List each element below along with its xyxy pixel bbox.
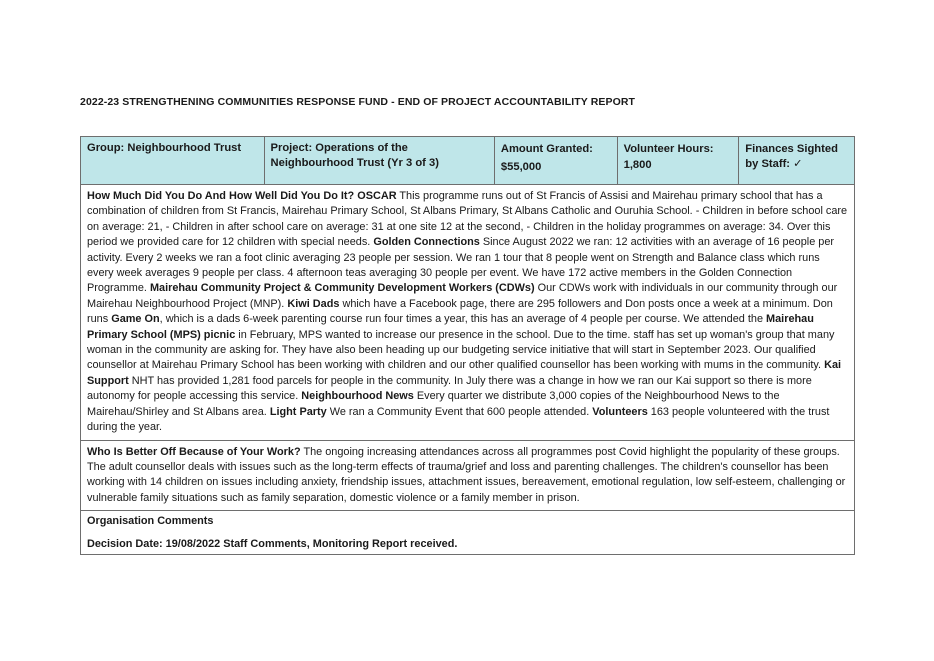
group-cell [81, 137, 265, 184]
check-icon: ✓ [793, 158, 803, 170]
golden-connections-text: Since August 2022 we ran: 12 activities with an average of 16 people per activity. Every 2 weeks we ran a foot clinic averaging 23 people per session. We ran 1 tour that 8 people went on Strength and Balance class which runs every week averages 9 people per class. 4 afternoon teas averaging 30 people per event. We have 172 active members in the Golden Connection Programme. [87, 236, 835, 295]
kai-support-title: Kai Support [87, 359, 842, 387]
volunteer-hours-label: Volunteer Hours: [623, 143, 714, 155]
light-party-text: We ran a Community Event that 600 people attended. [326, 405, 593, 418]
kiwi-dads-title: Kiwi Dads [287, 297, 340, 310]
amount-label: Amount Granted: [500, 143, 593, 155]
game-on-text: , which is a dads 6-week parenting course run four times a year, this has an average of 4 people per course. We attended the [159, 313, 767, 326]
better-off-text: The ongoing increasing attendances across all programmes post Covid highlight the popularity of these groups. The adult counsellor deals with issues such as the long-term effects of trauma/grief and loss and parenting challenges. The children's counsellor has been working with 14 children on issues including anxiety, friendship issues, attachment issues, bereavement, emotional regulation, low self-esteem, challenging or vulnerable family situations such as family separation, domestic violence or a family member in prison. [87, 445, 846, 504]
cdw-text: Our CDWs work with individuals in our community through our Mairehau Neighbourhood Project (MNP). [87, 282, 838, 310]
summary-header-row [81, 137, 854, 185]
organisation-comments-heading: Organisation Comments [87, 515, 214, 528]
organisation-comments-section [81, 511, 854, 554]
kai-support-text: NHT has provided 1,281 food parcels for people in the community. In July there was a change in how we ran our Kai support so there is more autonomy for people accessing this service. [87, 374, 812, 403]
mps-picnic-title: Mairehau Primary School (MPS) picnic [87, 313, 814, 341]
volunteers-text: 163 people volunteered with the trust during the year. [87, 405, 830, 434]
how-much-heading: How Much Did You Do And How Well Did You Do It? [87, 190, 355, 202]
finances-label: Finances Sighted by Staff: [745, 143, 838, 170]
accountability-report-table [80, 136, 855, 555]
neighbourhood-news-text: Every quarter we distribute 3,000 copies of the Neighbourhood News to the Mairehau/Shirley and St Albans area. [87, 390, 780, 418]
light-party-title: Light Party [269, 405, 327, 418]
volunteer-hours-value: 1,800 [623, 159, 652, 171]
decision-date: Decision Date: 19/08/2022 Staff Comments, Monitoring Report received. [87, 537, 458, 550]
finances-cell [739, 137, 854, 184]
amount-value: $55,000 [500, 161, 542, 173]
game-on-title: Game On [111, 313, 160, 326]
project-cell [265, 137, 495, 184]
neighbourhood-news-title: Neighbourhood News [301, 390, 414, 403]
oscar-title: OSCAR [357, 190, 397, 202]
volunteer-hours-cell [618, 137, 740, 184]
report-title: 2022-23 STRENGTHENING COMMUNITIES RESPONSE FUND - END OF PROJECT ACCOUNTABILITY REPORT [80, 96, 636, 108]
group-label: Group: Neighbourhood Trust [87, 142, 242, 154]
volunteers-title: Volunteers [592, 405, 648, 418]
better-off-heading: Who Is Better Off Because of Your Work? [87, 445, 301, 458]
project-label: Project: Operations of the Neighbourhood Trust (Yr 3 of 3) [270, 142, 439, 169]
cdw-title: Mairehau Community Project & Community Development Workers (CDWs) [149, 282, 535, 295]
golden-connections-title: Golden Connections [373, 236, 480, 249]
oscar-text: This programme runs out of St Francis of Assisi and Mairehau primary school that has a combination of children from St Francis, Mairehau Primary School, St Albans Primary, St Albans Catholic and Ouruhia School. - Children in before school care on average: 21, - Children in after school care on average: 31 at one site 12 at the second, - Children in the holiday programmes on average: 34. Over this period we provided care for 12 children with special needs. [87, 190, 848, 249]
kiwi-dads-text: which have a Facebook page, there are 295 followers and Don posts once a week at a minimum. Don runs [87, 297, 833, 326]
amount-cell [495, 137, 618, 184]
how-much-section [81, 185, 854, 441]
mps-picnic-text: in February, MPS wanted to increase our presence in the school. Due to the time. staff has set up woman's group that many woman in the community are asking for. They have also been heading up our budgeting service initiative that will start in September 2023. Our qualified counsellor at Mairehau Primary School has been working with children and our other qualified counsellor has been working with mums in the community. [87, 328, 835, 372]
better-off-section [81, 441, 854, 512]
